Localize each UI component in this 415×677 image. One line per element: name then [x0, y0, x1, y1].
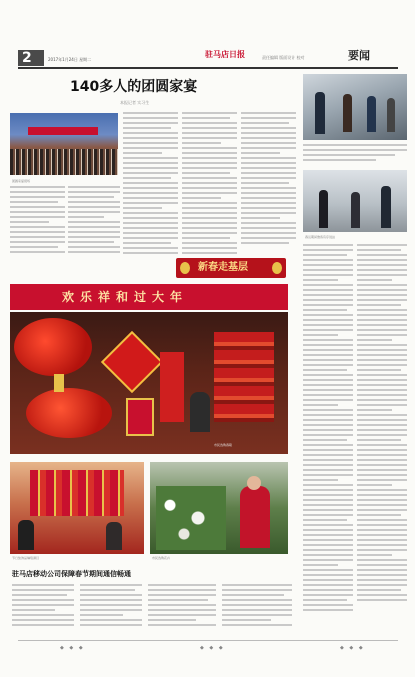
main-headline: 140多人的团圆家宴: [70, 79, 198, 95]
text-col-1: [10, 186, 65, 258]
knot-ornament: [126, 398, 154, 436]
lantern-tassel: [54, 374, 64, 392]
vendor-figure: [240, 486, 270, 548]
traveler-figure: [381, 186, 391, 228]
decorations-wall: [214, 332, 274, 422]
right-text-col-2: [357, 244, 407, 634]
red-lantern: [14, 318, 92, 376]
section-title: 要闻: [348, 49, 370, 62]
text-col-5: [241, 112, 296, 250]
banquet-crowd: [10, 149, 118, 175]
bottom-text-col-4: [222, 584, 292, 634]
lantern-icon: [180, 262, 190, 274]
flower-display: [156, 486, 226, 550]
caption-flowers: 市民选购花卉: [152, 556, 171, 560]
lantern-icon: [272, 262, 282, 274]
couplet-strip: [160, 352, 184, 422]
footer-rule: [18, 640, 398, 641]
traveler-figure: [387, 98, 395, 132]
bottom-text-col-2: [80, 584, 142, 634]
caption-banquet: 团圆家宴现场: [12, 179, 31, 183]
shopper-figure: [190, 392, 210, 432]
main-byline: 本报记者 实习生: [120, 100, 150, 105]
page-number: 2: [22, 50, 32, 66]
caption-station: 春运期间旅客有序进站: [305, 235, 336, 239]
couplet-wall: [30, 470, 124, 516]
traveler-figure: [315, 92, 325, 134]
bottom-text-col-3: [148, 584, 216, 634]
flowers-photo: [150, 462, 288, 554]
traveler-figure: [319, 190, 328, 228]
right-text-col-1: [303, 244, 353, 634]
vendor-head: [247, 476, 261, 490]
date-line: 2017年1月24日 星期二: [48, 57, 92, 62]
banquet-photo: [10, 113, 118, 175]
footer-ornament: ◆ ◆ ◆: [340, 645, 365, 651]
fu-ornament: [101, 331, 163, 393]
red-lantern: [26, 388, 112, 438]
station-caption-text: [303, 144, 407, 166]
bottom-text-col-1: [12, 584, 74, 634]
caption-lanterns: 市民选购春联: [214, 443, 233, 447]
shopper-figure: [106, 522, 122, 550]
traveler-figure: [343, 94, 352, 132]
station-photo-2: [303, 170, 407, 232]
lantern-photo: [10, 312, 288, 454]
station-photo-1: [303, 74, 407, 140]
text-col-2: [68, 186, 120, 258]
caption-decorations: 节日装饰品琳琅满目: [12, 556, 40, 560]
bottom-headline: 驻马店移动公司保障春节期间通信畅通: [12, 570, 131, 578]
shopper-figure: [18, 520, 34, 550]
desk-line: 责任编辑 版面设计 校对: [262, 55, 305, 60]
new-year-banner-text: 新春走基层: [198, 262, 248, 273]
text-col-4: [182, 112, 237, 258]
footer-ornament: ◆ ◆ ◆: [200, 645, 225, 651]
traveler-figure: [367, 96, 376, 132]
banquet-banner: [28, 127, 98, 135]
decorations-photo: [10, 462, 144, 554]
text-col-3: [123, 112, 178, 258]
masthead: 驻马店日报: [205, 49, 245, 59]
footer-ornament: ◆ ◆ ◆: [60, 645, 85, 651]
header-rule: [18, 67, 398, 69]
feature-title: 欢乐祥和过大年: [62, 290, 189, 304]
traveler-figure: [351, 192, 360, 228]
